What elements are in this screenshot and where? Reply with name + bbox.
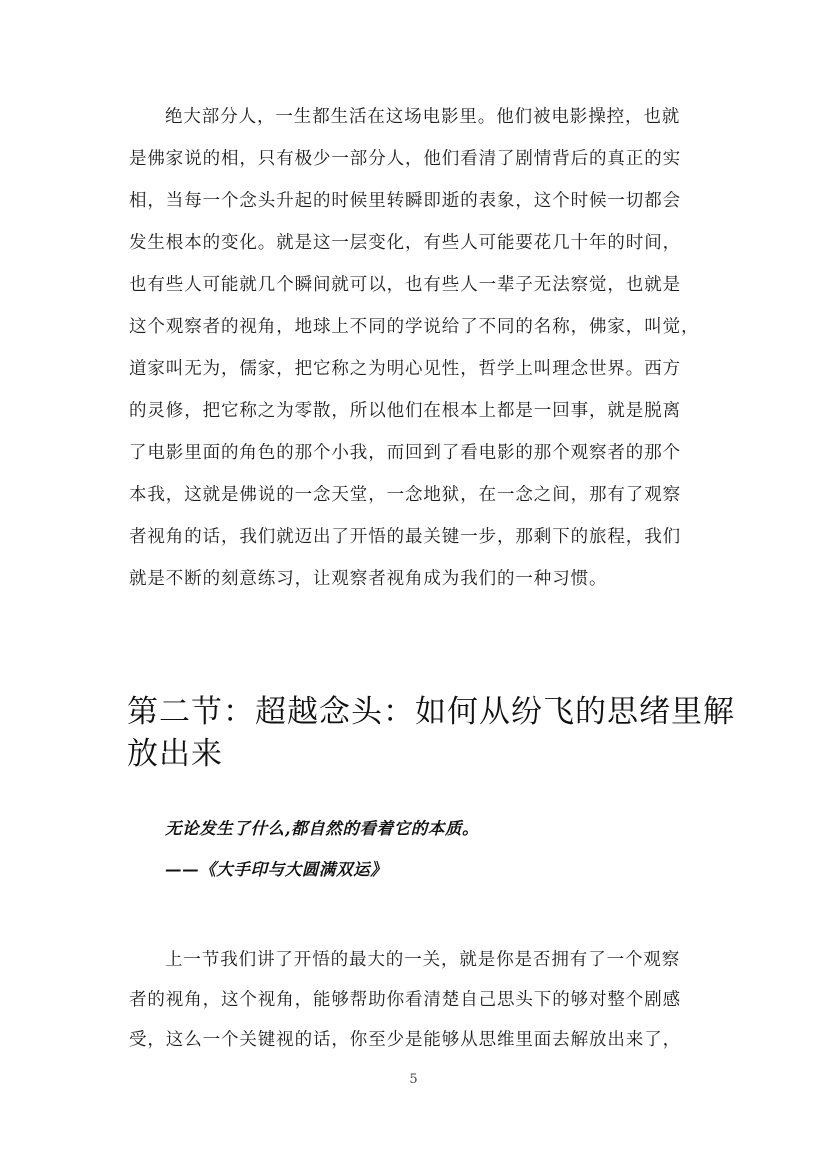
paragraph-line: 就是不断的刻意练习，让观察者视角成为我们的一种习惯。: [129, 569, 608, 589]
paragraph-line: 道家叫无为，儒家，把它称之为明心见性，哲学上叫理念世界。西方: [129, 359, 681, 379]
paragraph-line: 发生根本的变化。就是这一层变化，有些人可能要花几十年的时间，: [129, 233, 681, 253]
epigraph-text: 无论发生了什么,都自然的看着它的本质。: [165, 819, 480, 838]
page-number: 5: [409, 1072, 418, 1087]
paragraph-line: 本我，这就是佛说的一念天堂，一念地狱，在一念之间，那有了观察: [129, 485, 681, 505]
section-heading-line: 放出来: [127, 736, 223, 772]
paragraph-line: 者视角的话，我们就迈出了开悟的最关键一步，那剩下的旅程，我们: [129, 527, 681, 547]
paragraph-line: 受，这么一个关键视的话，你至少是能够从思维里面去解放出来了，: [129, 1030, 681, 1050]
paragraph-line: 绝大部分人，一生都生活在这场电影里。他们被电影操控，也就: [165, 107, 681, 127]
paragraph-line: 相，当每一个念头升起的时候里转瞬即逝的表象，这个时候一切都会: [129, 191, 681, 211]
section-heading-line: 第二节：超越念头：如何从纷飞的思绪里解: [127, 694, 735, 730]
epigraph-source: ——《大手印与大圆满双运》: [165, 860, 388, 879]
paragraph-line: 也有些人可能就几个瞬间就可以，也有些人一辈子无法察觉，也就是: [129, 275, 681, 295]
paragraph-line: 这个观察者的视角，地球上不同的学说给了不同的名称，佛家，叫觉，: [129, 317, 700, 337]
paragraph-line: 上一节我们讲了开悟的最大的一关，就是你是否拥有了一个观察: [165, 950, 681, 970]
paragraph-line: 是佛家说的相，只有极少一部分人，他们看清了剧情背后的真正的实: [129, 149, 681, 169]
paragraph-line: 的灵修，把它称之为零散，所以他们在根本上都是一回事，就是脱离: [129, 401, 681, 421]
paragraph-line: 者的视角，这个视角，能够帮助你看清楚自己思头下的够对整个剧感: [129, 990, 681, 1010]
paragraph-line: 了电影里面的角色的那个小我，而回到了看电影的那个观察者的那个: [129, 443, 681, 463]
